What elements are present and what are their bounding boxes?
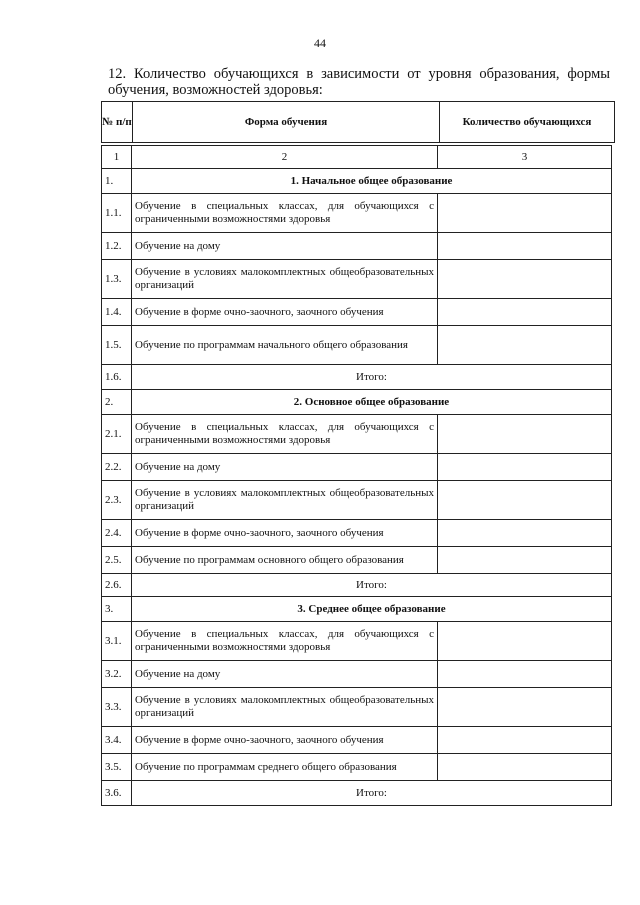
row-number: 2.5.: [102, 547, 132, 574]
row-number: 3.3.: [102, 688, 132, 727]
row-number: 1.2.: [102, 233, 132, 260]
row-label: Обучение в специальных классах, для обучающихся с ограниченными возможностями здоровья: [132, 622, 438, 661]
column-number: 2: [132, 146, 438, 169]
total-label: Итого:: [132, 574, 612, 597]
count-cell: [438, 415, 612, 454]
row-label: Обучение по программам среднего общего образования: [132, 754, 438, 781]
row-label: Обучение на дому: [132, 233, 438, 260]
total-row: [102, 781, 612, 806]
table-row: [102, 415, 612, 454]
total-label: Итого:: [132, 365, 612, 390]
section-title: 3. Среднее общее образование: [132, 597, 612, 622]
section-title: 2. Основное общее образование: [132, 390, 612, 415]
row-label: Обучение в форме очно-заочного, заочного обучения: [132, 299, 438, 326]
header-form: Форма обучения: [133, 102, 440, 143]
row-number: 3.1.: [102, 622, 132, 661]
total-row: [102, 574, 612, 597]
count-cell: [438, 260, 612, 299]
section-number: 3.: [102, 597, 132, 622]
row-label: Обучение в специальных классах, для обучающихся с ограниченными возможностями здоровья: [132, 194, 438, 233]
count-cell: [438, 727, 612, 754]
header-num: № п/п: [102, 102, 133, 143]
table-row: [102, 661, 612, 688]
row-number: 2.3.: [102, 481, 132, 520]
row-label: Обучение в специальных классах, для обучающихся с ограниченными возможностями здоровья: [132, 415, 438, 454]
table-row: [102, 233, 612, 260]
education-table: [101, 145, 612, 806]
table-row: [102, 481, 612, 520]
table-row: [102, 622, 612, 661]
row-number: 2.6.: [102, 574, 132, 597]
row-number: 1.3.: [102, 260, 132, 299]
count-cell: [438, 454, 612, 481]
section-title: 1. Начальное общее образование: [132, 169, 612, 194]
row-label: Обучение на дому: [132, 661, 438, 688]
row-label: Обучение в условиях малокомплектных общеобразовательных организаций: [132, 260, 438, 299]
table-row: [102, 688, 612, 727]
table-row: [102, 194, 612, 233]
table-row: [102, 326, 612, 365]
row-number: 3.2.: [102, 661, 132, 688]
row-number: 3.5.: [102, 754, 132, 781]
row-number: 3.6.: [102, 781, 132, 806]
row-number: 2.1.: [102, 415, 132, 454]
page-number: 44: [314, 36, 326, 50]
table-row: [102, 547, 612, 574]
section-number: 1.: [102, 169, 132, 194]
table-row: [102, 299, 612, 326]
count-cell: [438, 622, 612, 661]
row-label: Обучение в условиях малокомплектных общеобразовательных организаций: [132, 688, 438, 727]
row-number: 3.4.: [102, 727, 132, 754]
table-row: [102, 454, 612, 481]
column-number: 1: [102, 146, 132, 169]
section-row: [102, 169, 612, 194]
row-number: 1.4.: [102, 299, 132, 326]
row-label: Обучение по программам начального общего образования: [132, 326, 438, 365]
header-count: Количество обучающихся: [440, 102, 615, 143]
row-label: Обучение в условиях малокомплектных общеобразовательных организаций: [132, 481, 438, 520]
count-cell: [438, 754, 612, 781]
table-row: [102, 260, 612, 299]
row-label: Обучение в форме очно-заочного, заочного обучения: [132, 727, 438, 754]
section-row: [102, 597, 612, 622]
row-label: Обучение в форме очно-заочного, заочного обучения: [132, 520, 438, 547]
row-label: Обучение по программам основного общего образования: [132, 547, 438, 574]
count-cell: [438, 547, 612, 574]
count-cell: [438, 326, 612, 365]
table-header: [101, 101, 615, 143]
total-row: [102, 365, 612, 390]
row-number: 1.6.: [102, 365, 132, 390]
total-label: Итого:: [132, 781, 612, 806]
row-number: 2.4.: [102, 520, 132, 547]
column-number: 3: [438, 146, 612, 169]
header-row: [102, 102, 615, 143]
count-cell: [438, 688, 612, 727]
count-cell: [438, 520, 612, 547]
row-number: 2.2.: [102, 454, 132, 481]
section-row: [102, 390, 612, 415]
column-number-row: [102, 146, 612, 169]
table-row: [102, 754, 612, 781]
row-number: 1.1.: [102, 194, 132, 233]
row-label: Обучение на дому: [132, 454, 438, 481]
table-row: [102, 520, 612, 547]
count-cell: [438, 233, 612, 260]
row-number: 1.5.: [102, 326, 132, 365]
count-cell: [438, 299, 612, 326]
count-cell: [438, 661, 612, 688]
count-cell: [438, 194, 612, 233]
table-row: [102, 727, 612, 754]
section-heading: 12. Количество обучающихся в зависимости от уровня образования, формы обучения, возможностей здоровья:: [108, 66, 610, 98]
count-cell: [438, 481, 612, 520]
section-number: 2.: [102, 390, 132, 415]
